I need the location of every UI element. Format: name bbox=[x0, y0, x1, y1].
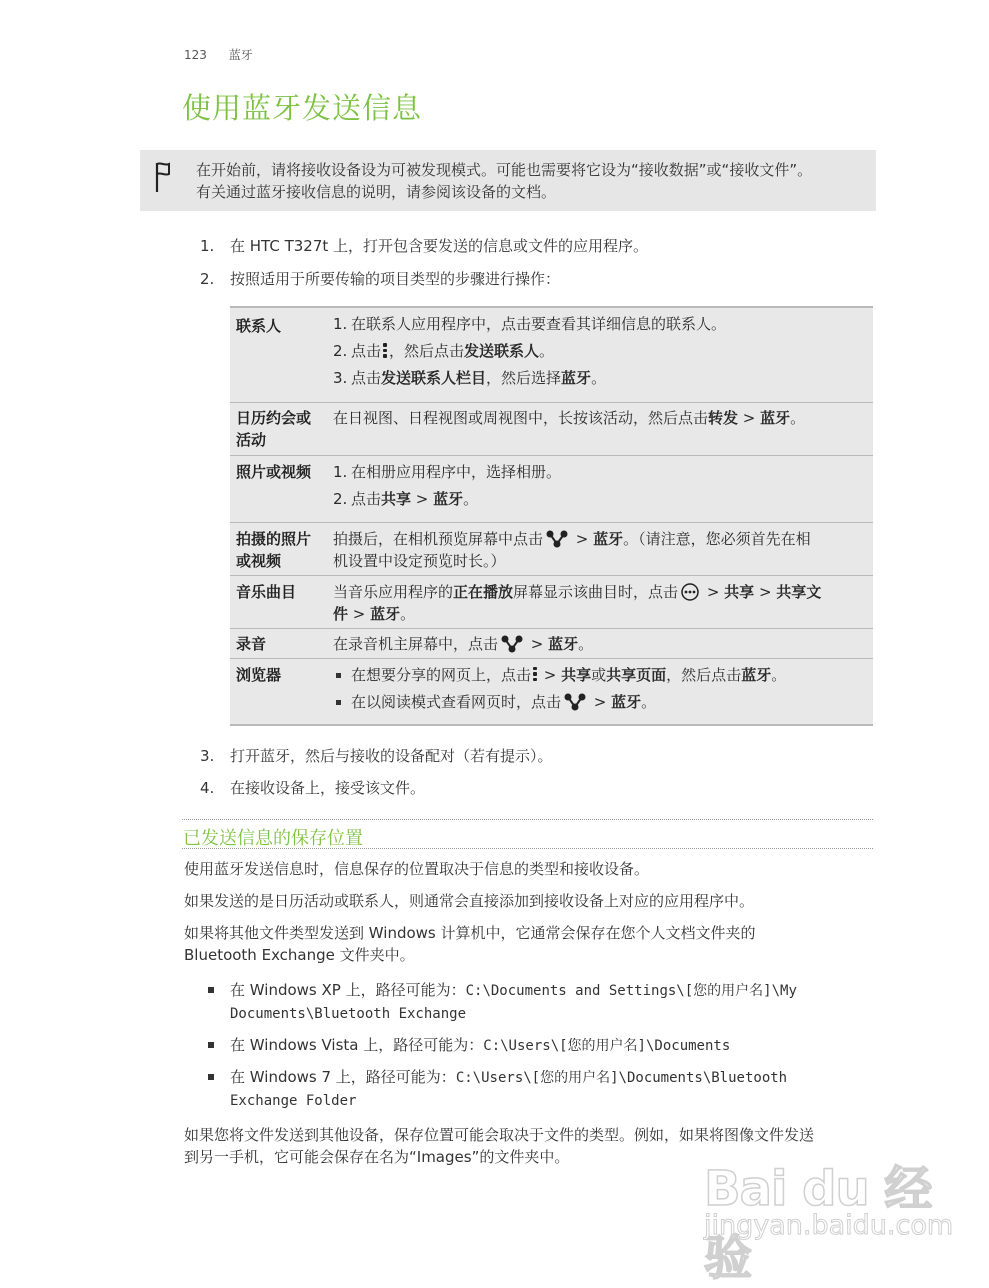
table-row-browser bbox=[230, 658, 873, 725]
browser-bullet-2: 在以阅读模式查看网页时，点击 > 蓝牙。 bbox=[333, 691, 863, 713]
step-number: 1. bbox=[200, 237, 215, 255]
bullet-square bbox=[208, 987, 214, 993]
menu-kebab-icon bbox=[533, 667, 537, 682]
note-line-1: 在开始前，请将接收设备设为可被发现模式。可能也需要将它设为“接收数据”或“接收文件”。 bbox=[196, 161, 813, 179]
paragraph-4: 如果您将文件发送到其他设备，保存位置可能会取决于文件的类型。例如，如果将图像文件发送 到另一手机，它可能会保存在名为“Images”的文件夹中。 bbox=[184, 1126, 815, 1166]
table-row-photos bbox=[230, 455, 873, 522]
path-bullet-vista: 在 Windows Vista 上，路径可能为：C:\Users\[您的用户名]\Documents bbox=[208, 1034, 878, 1058]
table-row-recording bbox=[230, 628, 873, 658]
sub-step-3: 3. 点击发送联系人栏目，然后选择蓝牙。 bbox=[333, 369, 607, 387]
sub-step-1: 1. 在相册应用程序中，选择相册。 bbox=[333, 462, 562, 481]
row-label: 日历约会或 活动 bbox=[230, 402, 333, 455]
note-box bbox=[140, 150, 876, 211]
step-text: 在接收设备上，接受该文件。 bbox=[230, 779, 426, 797]
table-row-calendar bbox=[230, 402, 873, 455]
item-type-table bbox=[230, 306, 873, 726]
watermark-url: jingyan.baidu.com bbox=[704, 1210, 954, 1241]
page-header bbox=[184, 46, 271, 63]
note-flag-icon bbox=[152, 160, 176, 194]
step-number: 2. bbox=[200, 270, 215, 288]
section-heading bbox=[182, 819, 873, 849]
row-content: 拍摄后，在相机预览屏幕中点击 > 蓝牙。（请注意，您必须首先在相 机设置中设定预览时长。） bbox=[333, 522, 873, 575]
browser-bullet-1: 在想要分享的网页上，点击 > 共享或共享页面，然后点击蓝牙。 bbox=[333, 664, 863, 686]
share-icon bbox=[501, 635, 523, 653]
paragraph-3: 如果将其他文件类型发送到 Windows 计算机中，它通常会保存在您个人文档文件夹的 Bluetooth Exchange 文件夹中。 bbox=[184, 924, 756, 964]
table-row-contacts bbox=[230, 307, 873, 402]
step-number: 3. bbox=[200, 747, 215, 765]
page-title: 使用蓝牙发送信息 bbox=[182, 91, 423, 125]
row-content bbox=[333, 658, 873, 725]
table-row-captured bbox=[230, 522, 873, 575]
row-label: 联系人 bbox=[230, 307, 333, 402]
sub-step-1: 1. 在联系人应用程序中，点击要查看其详细信息的联系人。 bbox=[333, 315, 727, 333]
row-label: 照片或视频 bbox=[230, 455, 333, 522]
row-content: 在日视图、日程视图或周视图中，长按该活动，然后点击转发 > 蓝牙。 bbox=[333, 402, 873, 455]
path-bullet-xp: 在 Windows XP 上，路径可能为：C:\Documents and Settings\[您的用户名]\My Documents\Bluetooth Exchange bbox=[208, 979, 878, 1025]
table-row-music bbox=[230, 575, 873, 628]
paragraph-2: 如果发送的是日历活动或联系人，则通常会直接添加到接收设备上对应的应用程序中。 bbox=[184, 892, 755, 910]
step-number: 4. bbox=[200, 779, 215, 797]
path-bullet-win7: 在 Windows 7 上，路径可能为：C:\Users\[您的用户名]\Documents\Bluetooth Exchange Folder bbox=[208, 1066, 878, 1112]
menu-kebab-icon bbox=[383, 343, 387, 358]
paragraph-1: 使用蓝牙发送信息时，信息保存的位置取决于信息的类型和接收设备。 bbox=[184, 860, 650, 878]
row-content bbox=[333, 455, 873, 522]
step-4 bbox=[200, 777, 425, 799]
row-label: 音乐曲目 bbox=[230, 575, 333, 628]
row-label: 录音 bbox=[230, 628, 333, 658]
watermark-brand: Bai du 经验 bbox=[704, 1161, 932, 1286]
more-options-icon bbox=[681, 583, 699, 601]
sub-step-2: 2. 点击 ，然后点击发送联系人。 bbox=[333, 342, 555, 360]
bullet-square bbox=[208, 1074, 214, 1080]
share-icon bbox=[546, 530, 568, 548]
share-icon bbox=[564, 693, 586, 711]
section-name: 蓝牙 bbox=[228, 48, 253, 62]
row-content bbox=[333, 307, 873, 402]
step-1 bbox=[200, 235, 648, 257]
row-content: 当音乐应用程序的正在播放屏幕显示该曲目时，点击 > 共享 > 共享文 件 > 蓝牙。 bbox=[333, 575, 873, 628]
step-text: 打开蓝牙，然后与接收的设备配对（若有提示）。 bbox=[230, 747, 553, 765]
row-content: 在录音机主屏幕中，点击 > 蓝牙。 bbox=[333, 628, 873, 658]
page-number: 123 bbox=[184, 48, 207, 62]
step-2 bbox=[200, 268, 560, 290]
row-label: 浏览器 bbox=[230, 658, 333, 725]
step-text: 在 HTC T327t 上，打开包含要发送的信息或文件的应用程序。 bbox=[230, 237, 649, 255]
baidu-watermark bbox=[700, 1150, 954, 1286]
step-text: 按照适用于所要传输的项目类型的步骤进行操作： bbox=[230, 270, 561, 288]
step-3 bbox=[200, 745, 553, 767]
bullet-square bbox=[208, 1042, 214, 1048]
section-heading-text: 已发送信息的保存位置 bbox=[183, 828, 363, 849]
note-line-2: 有关通过蓝牙接收信息的说明，请参阅该设备的文档。 bbox=[196, 183, 557, 201]
row-label: 拍摄的照片 或视频 bbox=[230, 522, 333, 575]
sub-step-2: 2. 点击共享 > 蓝牙。 bbox=[333, 489, 479, 508]
